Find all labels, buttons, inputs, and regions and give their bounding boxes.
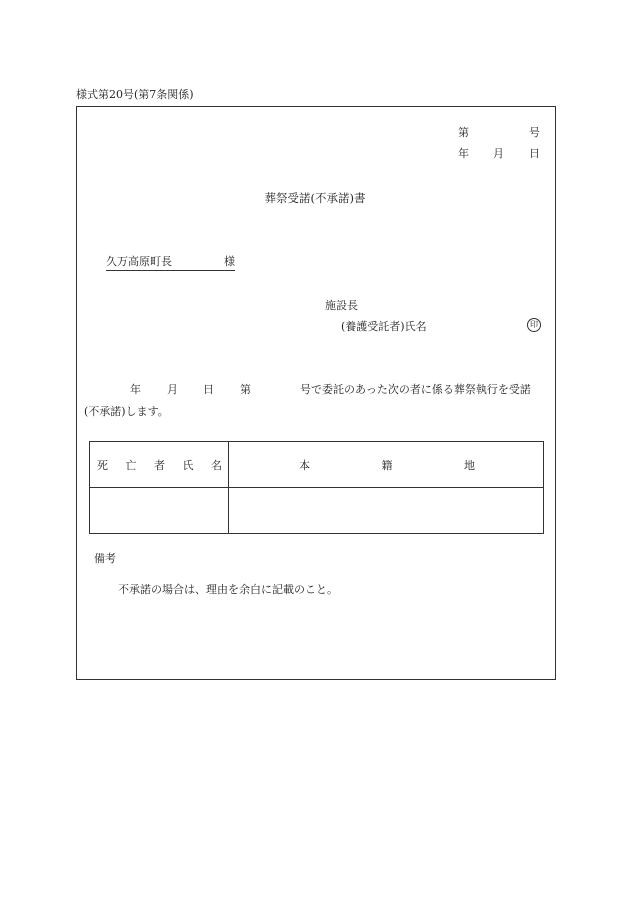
table-header-row [90, 442, 544, 488]
addressee-name: 久万高原町長 [106, 255, 172, 268]
remarks-label: 備考 [94, 552, 116, 565]
body-dai: 第 [240, 383, 251, 396]
form-number-caption: 様式第20号(第7条関係) [76, 88, 194, 101]
deceased-info-table [89, 441, 544, 534]
domicile-cell [229, 488, 544, 534]
header-char: 名 [211, 458, 222, 472]
header-dai: 第 [458, 126, 469, 139]
body-day: 日 [203, 383, 214, 396]
header-month: 月 [493, 147, 504, 160]
sender-position: 施設長 [325, 299, 358, 312]
body-year: 年 [130, 383, 141, 396]
header-char: 氏 [182, 458, 194, 472]
document-title: 葬祭受諾(不承諾)書 [264, 191, 366, 205]
body-line2: (不承諾)します。 [84, 405, 169, 418]
body-month: 月 [167, 383, 178, 396]
header-deceased-name [90, 442, 229, 488]
table-row [90, 488, 544, 534]
header-year: 年 [458, 147, 469, 160]
deceased-name-cell [90, 488, 229, 534]
body-line1-rest: 号で委託のあった次の者に係る葬祭執行を受諾 [300, 383, 531, 396]
header-go: 号 [529, 126, 540, 139]
header-char: 死 [97, 458, 108, 472]
header-char: 籍 [381, 458, 393, 472]
addressee-honorific: 様 [224, 255, 235, 268]
remarks-text: 不承諾の場合は、理由を余白に記載のこと。 [118, 583, 338, 596]
addressee-line [106, 253, 235, 271]
header-domicile [229, 442, 544, 488]
sender-name-label: (養護受託者)氏名 [341, 320, 427, 333]
header-char: 本 [299, 458, 310, 472]
header-char: 亡 [125, 458, 137, 472]
header-char: 地 [464, 458, 475, 472]
header-day: 日 [529, 147, 540, 160]
seal-icon: 印 [527, 318, 541, 332]
header-char: 者 [154, 458, 165, 472]
